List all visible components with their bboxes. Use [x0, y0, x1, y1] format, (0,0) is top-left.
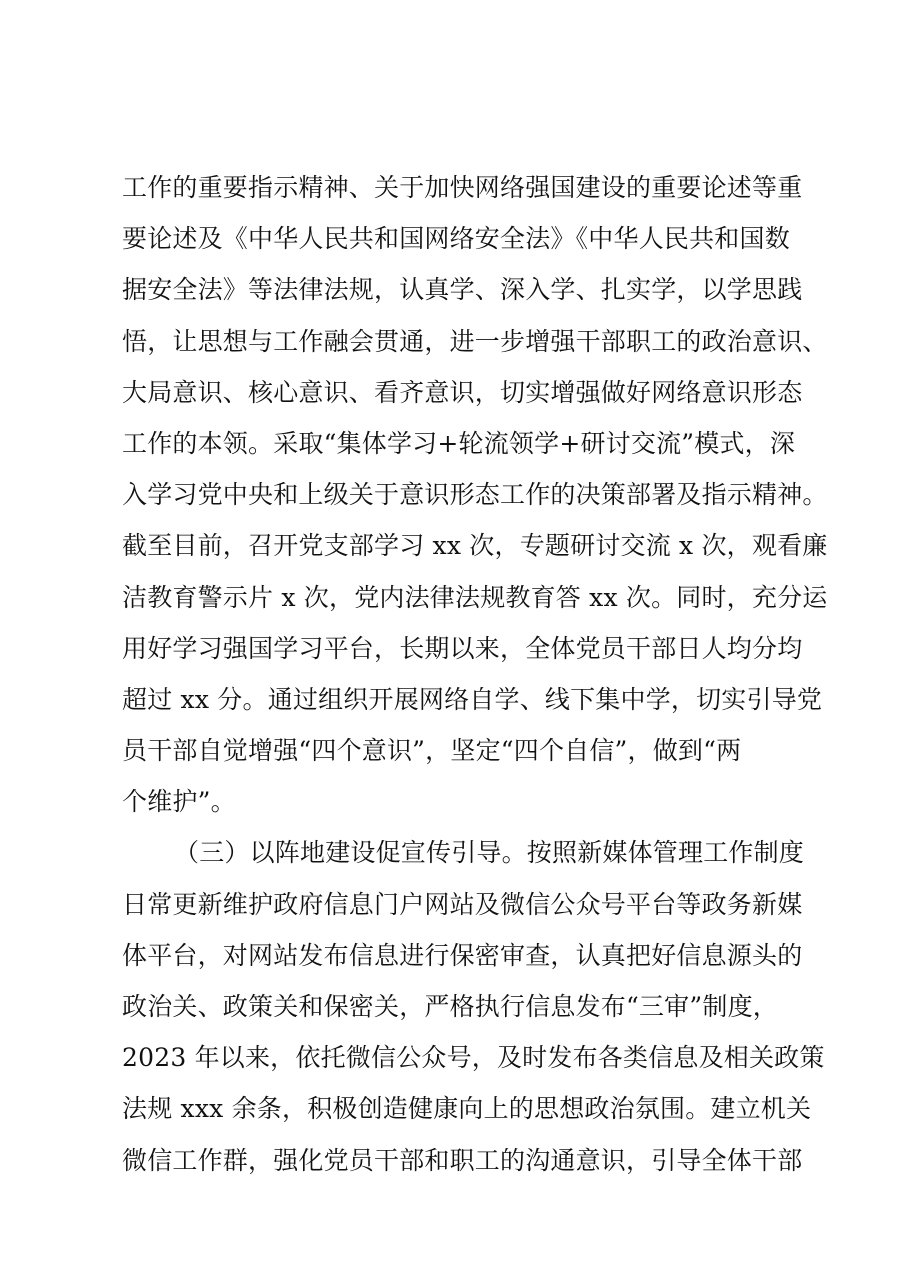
body-text [122, 162, 828, 1186]
text-line: 政治关、政策关和保密关，严格执行信息发布“三审”制度， [122, 992, 778, 1021]
text-line: 2023 年以来，依托微信公众号，及时发布各类信息及相关政策 [122, 1043, 825, 1073]
text-line: 悟，让思想与工作融会贯通，进一步增强干部职工的政治意识、 [122, 326, 828, 356]
text-line: 大局意识、核心意识、看齐意识，切实增强做好网络意识形态 [122, 377, 803, 407]
text-line: 微信工作群，强化党员干部和职工的沟通意识，引导全体干部 [122, 1145, 803, 1175]
text-line: 洁教育警示片 x 次，党内法律法规教育答 xx 次。同时，充分运 [122, 582, 828, 612]
text-line: 体平台，对网站发布信息进行保密审查，认真把好信息源头的 [122, 940, 803, 970]
text-line: 要论述及《中华人民共和国网络安全法》《中华人民共和国数 [122, 224, 790, 254]
text-line: 工作的本领。采取“集体学习+轮流领学+研讨交流”模式，深 [122, 428, 796, 458]
section-heading-line: （三）以阵地建设促宣传引导。按照新媒体管理工作制度 [174, 838, 805, 868]
text-line: 员干部自觉增强“四个意识”，坚定“四个自信”，做到“两 [122, 736, 742, 766]
text-line: 工作的重要指示精神、关于加快网络强国建设的重要论述等重 [122, 173, 803, 202]
text-line: 入学习党中央和上级关于意识形态工作的决策部署及指示精神。 [122, 480, 828, 510]
text-line: 日常更新维护政府信息门户网站及微信公众号平台等政务新媒 [122, 889, 803, 919]
text-line: 法规 xxx 余条，积极创造健康向上的思想政治氛围。建立机关 [122, 1094, 812, 1124]
text-line: 据安全法》等法律法规，认真学、深入学、扎实学，以学思践 [122, 275, 803, 305]
text-line: 超过 xx 分。通过组织开展网络自学、线下集中学，切实引导党 [122, 684, 823, 714]
text-line: 个维护”。 [122, 787, 236, 817]
text-line: 用好学习强国学习平台，长期以来，全体党员干部日人均分均 [122, 633, 803, 663]
text-line: 截至目前，召开党支部学习 xx 次，专题研讨交流 x 次，观看廉 [122, 531, 828, 561]
